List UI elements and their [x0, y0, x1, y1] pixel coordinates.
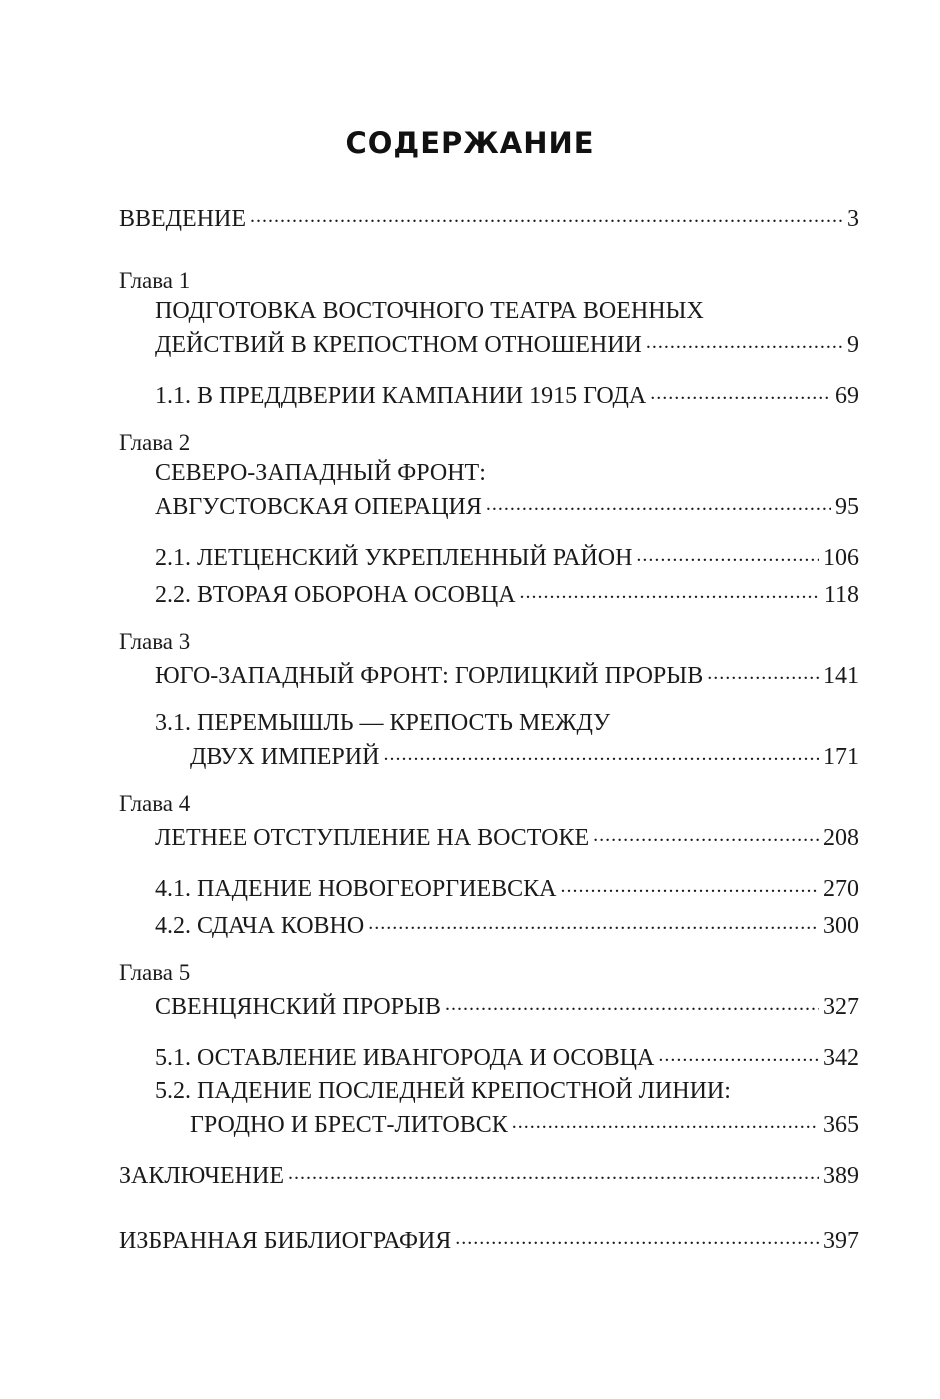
dot-leader	[707, 655, 819, 683]
toc-page-number: 3	[847, 206, 859, 232]
toc-entry-label: ЛЕТНЕЕ ОТСТУПЛЕНИЕ НА ВОСТОКЕ	[155, 825, 590, 851]
dot-leader	[445, 986, 819, 1014]
toc-entry-ch5-s1	[155, 1037, 859, 1071]
toc-entry-label: 5.2. ПАДЕНИЕ ПОСЛЕДНЕЙ КРЕПОСТНОЙ ЛИНИИ:	[155, 1078, 731, 1104]
toc-page-number: 327	[823, 994, 859, 1020]
toc-page-number: 365	[823, 1112, 859, 1138]
dot-leader	[650, 375, 831, 403]
toc-entry-ch4-s1	[155, 868, 859, 902]
toc-entry-conclusion	[119, 1155, 859, 1189]
dot-leader	[512, 1104, 819, 1132]
toc-entry-label: 2.1. ЛЕТЦЕНСКИЙ УКРЕПЛЕННЫЙ РАЙОН	[155, 545, 633, 571]
toc-entry-label: ЗАКЛЮЧЕНИЕ	[119, 1163, 284, 1189]
page-title: СОДЕРЖАНИЕ	[345, 126, 595, 160]
dot-leader	[250, 198, 843, 226]
toc-page-number: 69	[835, 383, 859, 409]
toc-entry-label: ЮГО-ЗАПАДНЫЙ ФРОНТ: ГОРЛИЦКИЙ ПРОРЫВ	[155, 663, 704, 689]
toc-page-number: 389	[823, 1163, 859, 1189]
dot-leader	[560, 868, 819, 896]
toc-entry-label: АВГУСТОВСКАЯ ОПЕРАЦИЯ	[155, 494, 482, 520]
toc-page-number: 171	[823, 744, 859, 770]
toc-page-number: 106	[823, 545, 859, 571]
dot-leader	[658, 1037, 819, 1065]
toc-page-number: 397	[823, 1228, 859, 1254]
dot-leader	[486, 486, 831, 514]
toc-page-number: 342	[823, 1045, 859, 1071]
toc-entry-ch4	[155, 817, 859, 851]
toc-entry-label: 2.2. ВТОРАЯ ОБОРОНА ОСОВЦА	[155, 582, 516, 608]
toc-entry-label: ДЕЙСТВИЙ В КРЕПОСТНОМ ОТНОШЕНИИ	[155, 332, 642, 358]
toc-entry-label: 4.2. СДАЧА КОВНО	[155, 913, 365, 939]
toc-entry-label: 5.1. ОСТАВЛЕНИЕ ИВАНГОРОДА И ОСОВЦА	[155, 1045, 655, 1071]
toc-page-number: 9	[847, 332, 859, 358]
toc-entry-label: ВВЕДЕНИЕ	[119, 206, 247, 232]
toc-entry-ch3-s1	[190, 736, 859, 770]
toc-page-number: 270	[823, 876, 859, 902]
dot-leader	[646, 324, 843, 352]
toc-entry-ch1-s1	[155, 375, 859, 409]
toc-page-number: 300	[823, 913, 859, 939]
toc-entry-ch4-s2	[155, 905, 859, 939]
toc-entry-ch2-s2	[155, 574, 859, 608]
toc-entry-label: 3.1. ПЕРЕМЫШЛЬ — КРЕПОСТЬ МЕЖДУ	[155, 710, 611, 736]
toc-entry-label: 1.1. В ПРЕДДВЕРИИ КАМПАНИИ 1915 ГОДА	[155, 383, 647, 409]
toc-entry-label: 4.1. ПАДЕНИЕ НОВОГЕОРГИЕВСКА	[155, 876, 557, 902]
toc-entry-label: ПОДГОТОВКА ВОСТОЧНОГО ТЕАТРА ВОЕННЫХ	[155, 298, 704, 324]
toc-page-number: 118	[823, 582, 859, 608]
dot-leader	[520, 574, 820, 602]
chapter-heading: Глава 5	[119, 960, 191, 985]
dot-leader	[383, 736, 819, 764]
chapter-heading: Глава 2	[119, 430, 191, 455]
toc-entry-ch5	[155, 986, 859, 1020]
toc-entry-bibliography	[119, 1220, 859, 1254]
dot-leader	[368, 905, 819, 933]
toc-entry-label: ГРОДНО И БРЕСТ-ЛИТОВСК	[190, 1112, 508, 1138]
dot-leader	[288, 1155, 819, 1183]
dot-leader	[593, 817, 819, 845]
toc-entry-ch3	[155, 655, 859, 689]
toc-entry-intro	[119, 198, 859, 232]
chapter-heading: Глава 3	[119, 629, 191, 654]
toc-entry-ch2-s1	[155, 537, 859, 571]
dot-leader	[636, 537, 819, 565]
toc-entry-ch2	[155, 486, 859, 520]
toc-page-number: 95	[835, 494, 859, 520]
toc-entry-label: ДВУХ ИМПЕРИЙ	[190, 744, 380, 770]
toc-entry-label: СЕВЕРО-ЗАПАДНЫЙ ФРОНТ:	[155, 460, 486, 486]
chapter-heading: Глава 1	[119, 268, 191, 293]
toc-entry-label: ИЗБРАННАЯ БИБЛИОГРАФИЯ	[119, 1228, 452, 1254]
toc-entry-ch5-s2	[190, 1104, 859, 1138]
toc-entry-ch1	[155, 324, 859, 358]
dot-leader	[455, 1220, 819, 1248]
toc-entry-label: СВЕНЦЯНСКИЙ ПРОРЫВ	[155, 994, 441, 1020]
toc-page-number: 141	[823, 663, 859, 689]
toc-page-number: 208	[823, 825, 859, 851]
chapter-heading: Глава 4	[119, 791, 191, 816]
